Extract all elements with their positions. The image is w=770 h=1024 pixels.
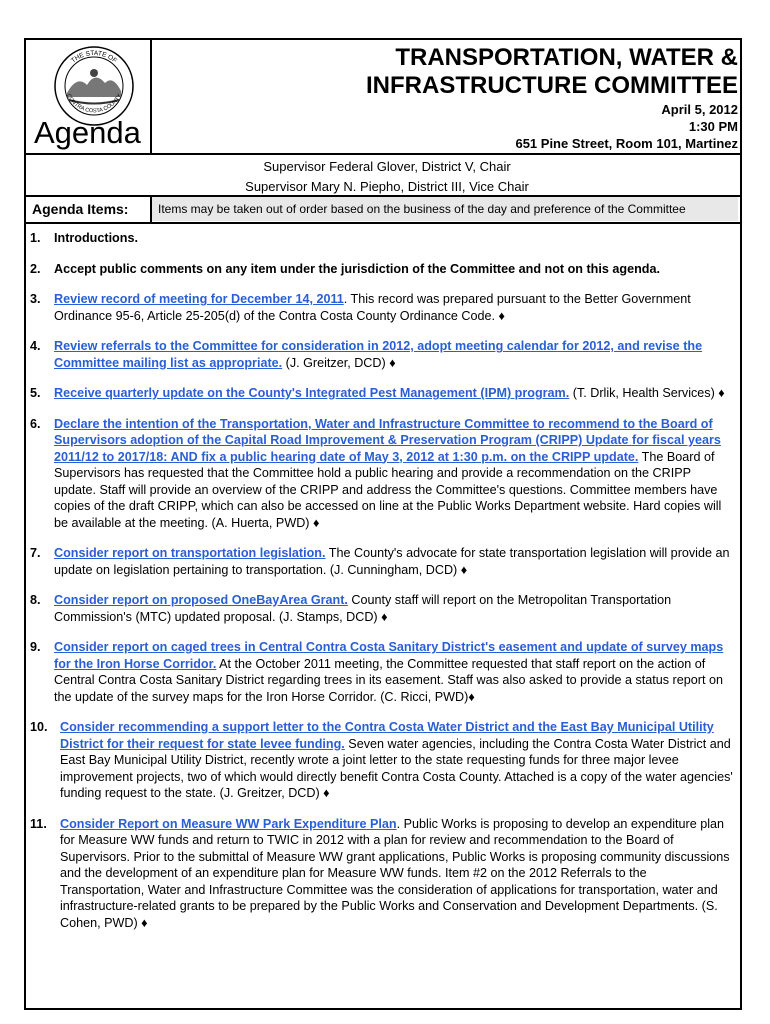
item-number: 10.	[30, 720, 48, 734]
item-link[interactable]: Receive quarterly update on the County's Integrated Pest Management (IPM) program.	[54, 386, 570, 400]
committee-title	[178, 44, 738, 100]
item-number: 11.	[30, 816, 47, 831]
item-link[interactable]: Declare the intention of the Transportation, Water and Infrastructure Committee to recommend to the Board of Supervisors adoption of the Capital Road Improvement & Preservation Program (CRIPP) Update for fiscal years 2011/12 to 2017/18: AND fix a public hearing date of May 3, 2012 at 1:30 p.m. on the CRIPP update.	[54, 416, 721, 464]
agenda-item-6	[26, 416, 740, 532]
item-link[interactable]: Consider report on caged trees in Central Contra Costa Sanitary District's easement and update of survey maps for the Iron Horse Corridor.	[54, 640, 724, 671]
item-text: At the October 2011 meeting, the Committee requested that staff report on the action of Central Contra Costa Sanitary District regarding trees in its easement. Staff was also asked to provide a status report on the update of the survey maps for the Iron Horse Corridor. (C. Ricci, PWD)♦	[54, 656, 723, 704]
agenda-item-5	[26, 385, 740, 402]
divider-items	[26, 222, 740, 224]
item-title: Introductions.	[54, 231, 138, 245]
item-link[interactable]: Consider report on proposed OneBayArea Grant.	[54, 593, 348, 607]
item-number: 7.	[30, 546, 41, 560]
divider-vertical-header	[150, 40, 152, 155]
item-number: 1.	[30, 231, 41, 245]
title-line-1: TRANSPORTATION, WATER &	[395, 44, 738, 71]
seal-text-top: THE STATE OF	[69, 49, 119, 65]
item-number: 3.	[30, 292, 41, 306]
meeting-date: April 5, 2012	[661, 102, 738, 117]
item-number: 8.	[30, 593, 41, 607]
agenda-item-9	[26, 639, 740, 705]
agenda-item-10	[26, 719, 740, 802]
item-text: (T. Drlik, Health Services) ♦	[569, 386, 725, 400]
meeting-time: 1:30 PM	[688, 119, 738, 134]
item-text: The County's advocate for state transportation legislation will provide an update on legislation pertaining to transportation. (J. Cunningham, DCD) ♦	[54, 546, 730, 577]
chair-line: Supervisor Federal Glover, District V, Chair	[263, 159, 511, 174]
committee-chairs	[26, 157, 740, 197]
item-link[interactable]: Consider Report on Measure WW Park Expenditure Plan	[60, 816, 397, 831]
agenda-items-note: Items may be taken out of order based on the business of the day and preference of the Committee	[152, 197, 738, 221]
item-number: 9.	[30, 640, 41, 654]
agenda-item-11	[26, 816, 740, 932]
agenda-item-4	[26, 338, 740, 371]
item-link[interactable]: Consider report on transportation legislation.	[54, 546, 326, 560]
item-text: The Board of Supervisors has requested that the Committee hold a public hearing and provide a recommendation on the CRIPP update. Staff will provide an overview of the CRIPP and address the Committee's questions. Committee members have copies of the draft CRIPP, which can also be accessed on line at the Public Works Department website. Hard copies will be available at the meeting. (A. Huerta, PWD) ♦	[54, 449, 722, 530]
divider-header	[26, 153, 740, 155]
item-text: County staff will report on the Metropolitan Transportation Commission's (MTC) updated proposal. (J. Stamps, DCD) ♦	[54, 593, 672, 624]
vice-chair-line: Supervisor Mary N. Piepho, District III, Vice Chair	[245, 179, 529, 194]
item-number: 4.	[30, 339, 41, 353]
agenda-item-2	[26, 261, 740, 278]
item-link[interactable]: Review record of meeting for December 14, 2011	[54, 292, 344, 306]
seal-text-bottom: CONTRA COSTA COUNTY	[65, 93, 123, 115]
agenda-item-7	[26, 545, 740, 578]
item-text: . This record was prepared pursuant to the Better Government Ordinance 95-6, Article 25-205(d) of the Contra Costa County Ordinance Code. ♦	[54, 292, 691, 323]
item-text: (J. Greitzer, DCD) ♦	[282, 355, 396, 370]
agenda-item-3	[26, 291, 740, 324]
item-number: 6.	[30, 416, 41, 431]
meeting-location: 651 Pine Street, Room 101, Martinez	[515, 136, 738, 151]
title-line-2: INFRASTRUCTURE COMMITTEE	[366, 72, 738, 99]
item-number: 2.	[30, 261, 41, 276]
item-number: 5.	[30, 386, 41, 400]
agenda-list	[26, 230, 740, 945]
item-text: Seven water agencies, including the Contra Costa Water District and East Bay Municipal Utility District, recently wrote a joint letter to the state requesting funds for three major levee improvement projects, two of which would directly benefit Contra Costa County. Attached is a copy of the water agencies' funding request to the state. (J. Greitzer, DCD) ♦	[60, 736, 733, 800]
agenda-items-label: Agenda Items:	[32, 201, 129, 217]
agenda-frame	[24, 38, 742, 1010]
agenda-item-1	[26, 230, 740, 247]
agenda-heading: Agenda	[34, 115, 141, 150]
agenda-item-8	[26, 592, 740, 625]
item-link[interactable]: Consider recommending a support letter to the Contra Costa Water District and the East Bay Municipal Utility District for their request for state levee funding.	[60, 720, 714, 751]
item-link[interactable]: Review referrals to the Committee for consideration in 2012, adopt meeting calendar for 2012, and revise the Committee mailing list as appropriate.	[54, 339, 703, 370]
item-text: . Public Works is proposing to develop an expenditure plan for Measure WW funds and return to TWIC in 2012 with a plan for review and recommendation to the Board of Supervisors. Prior to the submittal of Measure WW grant applications, Public Works is proposing community discussions and the development of an expenditure plan for Measure WW funds. Item #2 on the 2012 Referrals to the Transportation, Water and Infrastructure Committee was the consideration of applications for transportation, water and infrastructure-related grants to be prepared by the Public Works and Conservation and Development Departments. (S. Cohen, PWD) ♦	[60, 816, 730, 930]
item-title: Accept public comments on any item under the jurisdiction of the Committee and not on this agenda.	[54, 261, 660, 276]
meeting-details	[515, 101, 738, 152]
